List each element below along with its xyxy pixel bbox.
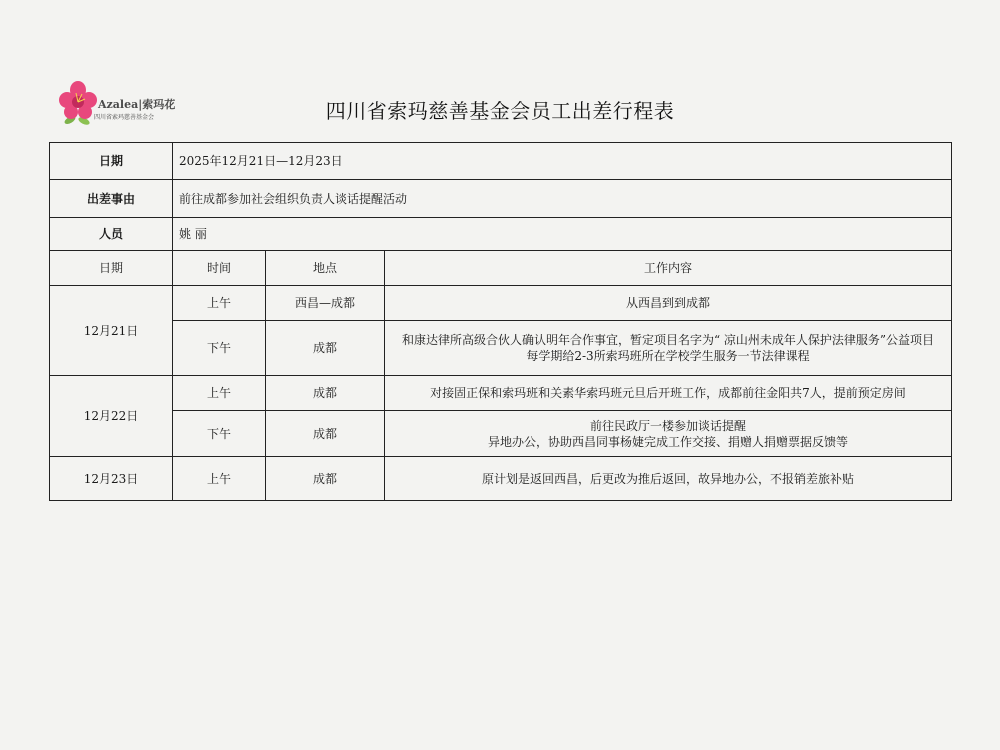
content-line: 对接固正保和索玛班和关素华索玛班元旦后开班工作，成都前往金阳共7人，提前预定房间 bbox=[430, 386, 906, 400]
slot-content bbox=[385, 286, 952, 321]
content-line: 异地办公，协助西昌同事杨婕完成工作交接、捐赠人捐赠票据反馈等 bbox=[487, 434, 848, 449]
slot-content bbox=[385, 457, 952, 501]
slot-place: 成都 bbox=[266, 411, 385, 457]
slot-content bbox=[385, 376, 952, 411]
day-date: 12月23日 bbox=[50, 457, 173, 501]
table-header-row bbox=[50, 251, 952, 286]
table-row bbox=[50, 321, 952, 376]
logo-org-name: 四川省索玛慈善基金会 bbox=[94, 114, 155, 121]
summary-date-row bbox=[50, 143, 952, 180]
itinerary-table bbox=[49, 142, 952, 501]
summary-purpose-row bbox=[50, 180, 952, 218]
purpose-label: 出差事由 bbox=[50, 180, 173, 218]
date-label: 日期 bbox=[50, 143, 173, 180]
day-date: 12月22日 bbox=[50, 376, 173, 457]
slot-time: 上午 bbox=[173, 457, 266, 501]
header-content: 工作内容 bbox=[385, 251, 952, 286]
table-row bbox=[50, 286, 952, 321]
staff-value: 姚 丽 bbox=[173, 218, 952, 251]
table-row bbox=[50, 457, 952, 501]
content-line: 前往民政厅一楼参加谈话提醒 bbox=[589, 418, 746, 433]
table-row bbox=[50, 376, 952, 411]
header-place: 地点 bbox=[266, 251, 385, 286]
content-line: 从西昌到到成都 bbox=[625, 296, 710, 310]
header-date: 日期 bbox=[50, 251, 173, 286]
purpose-value: 前往成都参加社会组织负责人谈话提醒活动 bbox=[173, 180, 952, 218]
slot-time: 下午 bbox=[173, 411, 266, 457]
content-line: 和康达律所高级合伙人确认明年合作事宜，暂定项目名字为“ 凉山州未成年人保护法律服务”公益项目 bbox=[401, 333, 935, 347]
slot-time: 上午 bbox=[173, 286, 266, 321]
day-date: 12月21日 bbox=[50, 286, 173, 376]
slot-place: 成都 bbox=[266, 457, 385, 501]
date-value: 2025年12月21日—12月23日 bbox=[173, 143, 952, 180]
slot-content bbox=[385, 321, 952, 376]
document-title: 四川省索玛慈善基金会员工出差行程表 bbox=[325, 99, 675, 123]
logo-brand-text: Azalea|索玛花 bbox=[98, 98, 176, 111]
header-time: 时间 bbox=[173, 251, 266, 286]
slot-place: 西昌—成都 bbox=[266, 286, 385, 321]
slot-place: 成都 bbox=[266, 376, 385, 411]
table-row bbox=[50, 411, 952, 457]
content-line: 原计划是返回西昌，后更改为推后返回，故异地办公，不报销差旅补贴 bbox=[481, 471, 854, 486]
summary-staff-row bbox=[50, 218, 952, 251]
slot-time: 上午 bbox=[173, 376, 266, 411]
slot-place: 成都 bbox=[266, 321, 385, 376]
content-line: 每学期给2-3所索玛班所在学校学生服务一节法律课程 bbox=[526, 349, 810, 363]
staff-label: 人员 bbox=[50, 218, 173, 251]
slot-time: 下午 bbox=[173, 321, 266, 376]
slot-content bbox=[385, 411, 952, 457]
